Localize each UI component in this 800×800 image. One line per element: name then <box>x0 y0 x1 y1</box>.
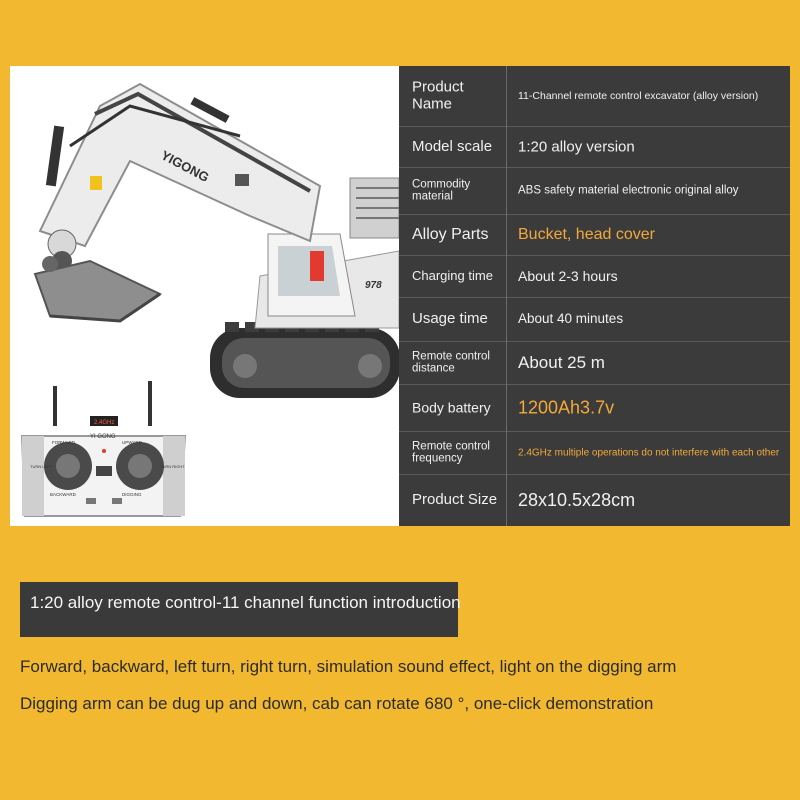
remote-controller <box>22 381 185 516</box>
spec-label: Product Size <box>412 491 498 508</box>
remote-label-forward: FORWARD <box>52 440 75 445</box>
remote-label-turn-right: TURN RIGHT <box>160 464 185 469</box>
spec-label: Usage time <box>412 309 488 327</box>
excavator-tracks <box>210 322 399 398</box>
spec-row-remote-frequency <box>399 431 790 475</box>
spec-label: Commodity material <box>412 177 471 203</box>
spec-value: 11-Channel remote control excavator (alloy version) <box>518 89 759 102</box>
spec-value: 28x10.5x28cm <box>518 490 636 510</box>
spec-row-body-battery <box>399 384 790 432</box>
spec-label: Charging time <box>412 267 493 283</box>
cab-number: 978 <box>365 280 382 291</box>
spec-row-remote-distance <box>399 341 790 385</box>
spec-value: 1:20 alloy version <box>518 137 635 155</box>
remote-label-turn-left: TURN LEFT <box>30 464 52 469</box>
feature-line: Digging arm can be dug up and down, cab can rotate 680 °, one-click demonstration <box>20 694 654 713</box>
spec-label: Remote control distance <box>412 349 490 375</box>
spec-label: Product Name <box>412 78 464 112</box>
spec-row-usage-time <box>399 297 790 342</box>
spec-row-alloy-parts <box>399 214 790 256</box>
excavator-illustration <box>10 66 399 526</box>
spec-value: About 2-3 hours <box>518 267 618 284</box>
spec-label: Body battery <box>412 398 491 415</box>
intro-title: 1:20 alloy remote control-11 channel function introduction <box>30 593 461 612</box>
spec-value: About 40 minutes <box>518 311 624 327</box>
spec-label: Alloy Parts <box>412 225 489 243</box>
excavator-bucket <box>35 256 160 321</box>
remote-display: 2.4GHz <box>94 420 115 426</box>
spec-row-product-name <box>399 66 790 127</box>
product-photo <box>10 66 399 526</box>
feature-line: Forward, backward, left turn, right turn, simulation sound effect, light on the digging arm <box>20 657 677 676</box>
spec-label: Model scale <box>412 137 493 155</box>
spec-row-product-size <box>399 474 790 526</box>
remote-label-digging: DIGGING <box>122 492 142 497</box>
spec-table <box>399 66 790 526</box>
spec-row-charging-time <box>399 255 790 298</box>
spec-label: Remote control frequency <box>412 439 490 465</box>
remote-label-backward: BACKWARD <box>50 492 76 497</box>
spec-value: Bucket, head cover <box>518 225 655 243</box>
boom-brand: YIGONG <box>158 147 212 186</box>
remote-label-upward: UPWARD <box>122 440 142 445</box>
remote-brand: YI GONG <box>90 434 116 440</box>
spec-value: ABS safety material electronic original alloy <box>518 183 739 196</box>
spec-value: 2.4GHz multiple operations do not interfere with each other <box>518 446 780 458</box>
spec-row-commodity-material <box>399 167 790 215</box>
spec-value: About 25 m <box>518 352 605 372</box>
spec-row-model-scale <box>399 126 790 168</box>
spec-value: 1200Ah3.7v <box>518 397 615 418</box>
